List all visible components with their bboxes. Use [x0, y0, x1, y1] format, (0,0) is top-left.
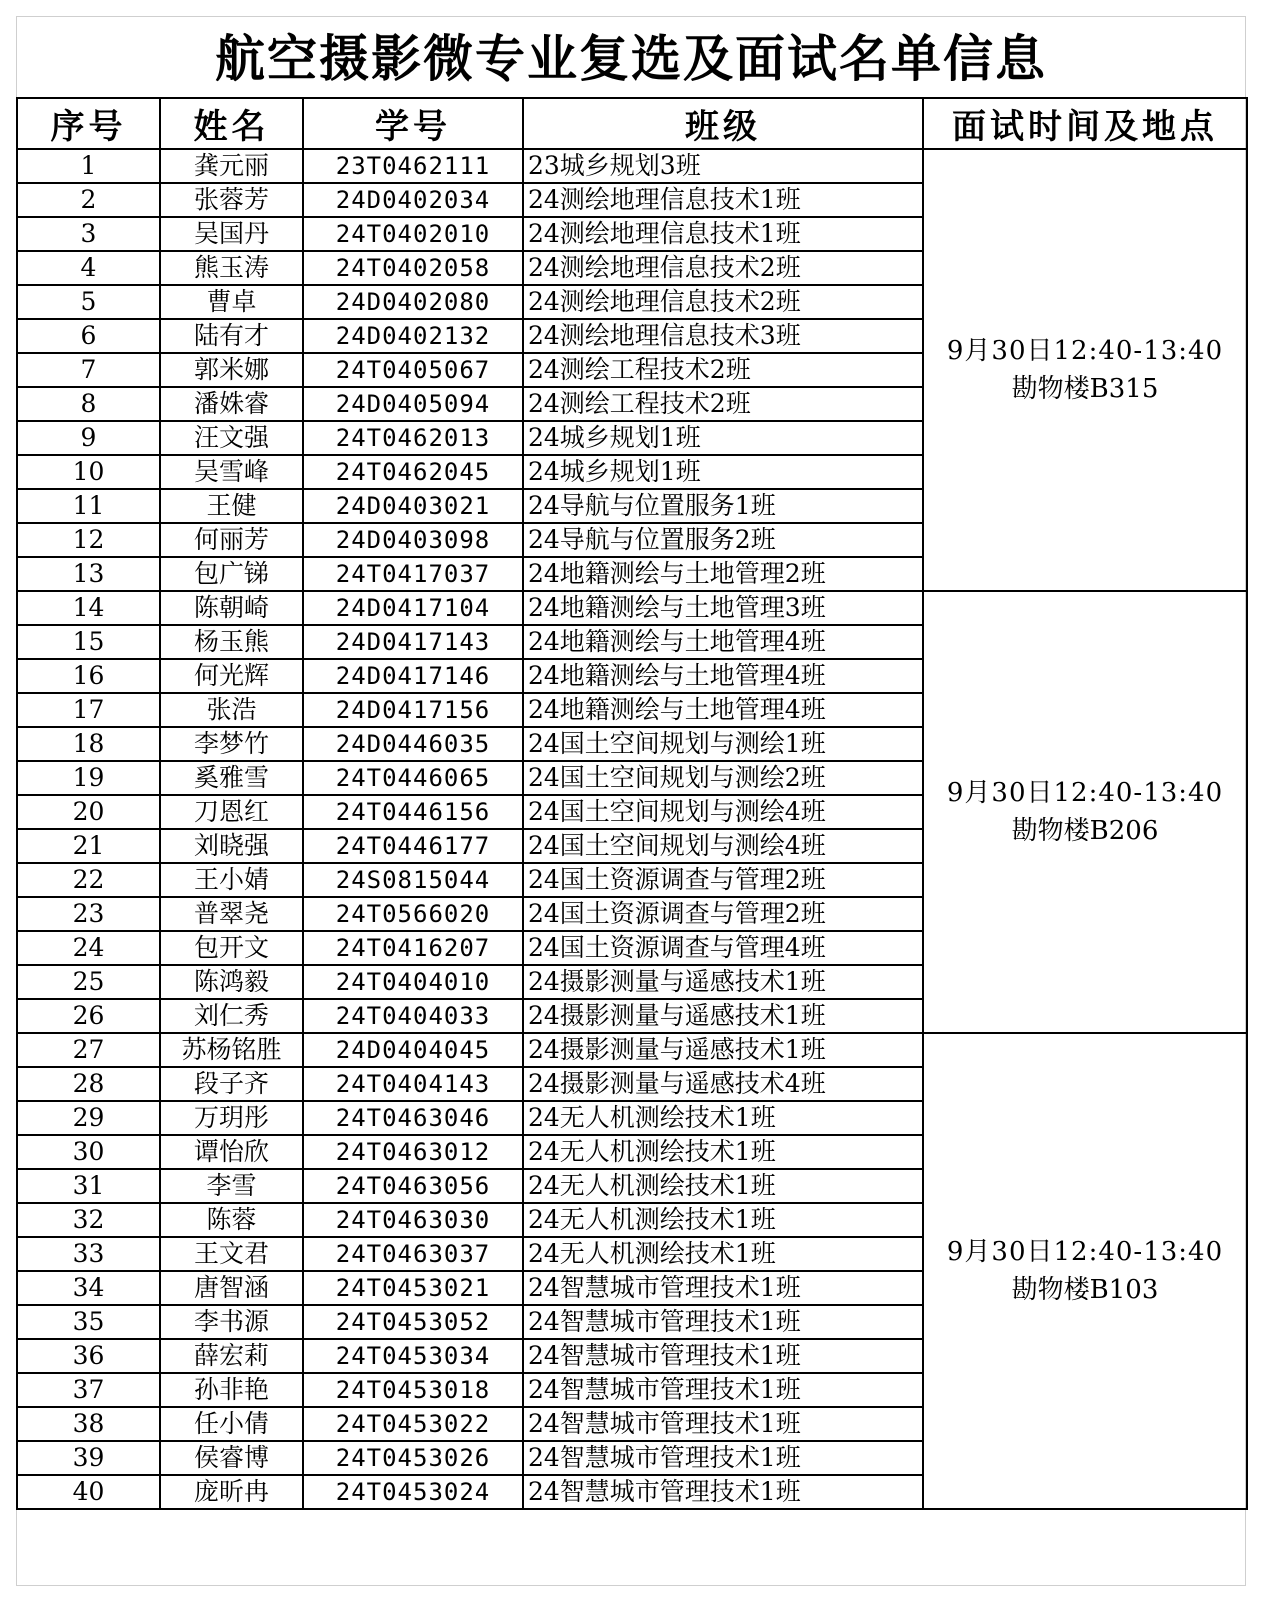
class-cell: 24摄影测量与遥感技术1班 [523, 965, 923, 999]
class-cell: 24地籍测绘与土地管理2班 [523, 557, 923, 591]
seq-cell: 7 [17, 353, 160, 387]
student-id-cell: 24T0462013 [303, 421, 523, 455]
student-id-cell: 24T0453022 [303, 1407, 523, 1441]
class-cell: 24测绘地理信息技术2班 [523, 251, 923, 285]
name-cell: 刘晓强 [160, 829, 303, 863]
class-cell: 24国土空间规划与测绘4班 [523, 795, 923, 829]
class-cell: 24国土资源调查与管理4班 [523, 931, 923, 965]
seq-cell: 8 [17, 387, 160, 421]
name-cell: 曹卓 [160, 285, 303, 319]
student-id-cell: 24T0446156 [303, 795, 523, 829]
class-cell: 24城乡规划1班 [523, 455, 923, 489]
class-cell: 24摄影测量与遥感技术4班 [523, 1067, 923, 1101]
header-name: 姓名 [160, 98, 303, 149]
seq-cell: 32 [17, 1203, 160, 1237]
name-cell: 李雪 [160, 1169, 303, 1203]
name-cell: 郭米娜 [160, 353, 303, 387]
name-cell: 吴雪峰 [160, 455, 303, 489]
class-cell: 24智慧城市管理技术1班 [523, 1441, 923, 1475]
seq-cell: 30 [17, 1135, 160, 1169]
student-id-cell: 24T0402058 [303, 251, 523, 285]
class-cell: 24测绘地理信息技术3班 [523, 319, 923, 353]
student-id-cell: 24T0453034 [303, 1339, 523, 1373]
name-cell: 张蓉芳 [160, 183, 303, 217]
class-cell: 24国土资源调查与管理2班 [523, 863, 923, 897]
student-id-cell: 24T0463037 [303, 1237, 523, 1271]
student-id-cell: 24T0453021 [303, 1271, 523, 1305]
student-id-cell: 24T0404143 [303, 1067, 523, 1101]
class-cell: 24无人机测绘技术1班 [523, 1237, 923, 1271]
class-cell: 24测绘工程技术2班 [523, 387, 923, 421]
name-cell: 苏杨铭胜 [160, 1033, 303, 1067]
class-cell: 24导航与位置服务2班 [523, 523, 923, 557]
class-cell: 24测绘地理信息技术2班 [523, 285, 923, 319]
interview-place: 勘物楼B103 [1011, 1275, 1159, 1305]
student-id-cell: 24D0403021 [303, 489, 523, 523]
interview-time-place-cell [923, 149, 1247, 591]
student-id-cell: 23T0462111 [303, 149, 523, 183]
class-cell: 24地籍测绘与土地管理3班 [523, 591, 923, 625]
name-cell: 包广锑 [160, 557, 303, 591]
student-id-cell: 24D0404045 [303, 1033, 523, 1067]
class-cell: 24城乡规划1班 [523, 421, 923, 455]
name-cell: 王文君 [160, 1237, 303, 1271]
student-id-cell: 24T0463012 [303, 1135, 523, 1169]
name-cell: 陈朝崎 [160, 591, 303, 625]
seq-cell: 25 [17, 965, 160, 999]
student-id-cell: 24T0463046 [303, 1101, 523, 1135]
student-id-cell: 24T0566020 [303, 897, 523, 931]
seq-cell: 31 [17, 1169, 160, 1203]
seq-cell: 12 [17, 523, 160, 557]
class-cell: 24国土空间规划与测绘2班 [523, 761, 923, 795]
class-cell: 24无人机测绘技术1班 [523, 1101, 923, 1135]
student-id-cell: 24T0417037 [303, 557, 523, 591]
class-cell: 24地籍测绘与土地管理4班 [523, 693, 923, 727]
name-cell: 段子齐 [160, 1067, 303, 1101]
class-cell: 24摄影测量与遥感技术1班 [523, 999, 923, 1033]
seq-cell: 14 [17, 591, 160, 625]
seq-cell: 20 [17, 795, 160, 829]
page-title: 航空摄影微专业复选及面试名单信息 [215, 30, 1047, 88]
name-cell: 奚雅雪 [160, 761, 303, 795]
interview-time-place-cell [923, 1033, 1247, 1509]
seq-cell: 34 [17, 1271, 160, 1305]
student-id-cell: 24T0453018 [303, 1373, 523, 1407]
name-cell: 陆有才 [160, 319, 303, 353]
seq-cell: 22 [17, 863, 160, 897]
class-cell: 24智慧城市管理技术1班 [523, 1305, 923, 1339]
student-id-cell: 24T0453052 [303, 1305, 523, 1339]
student-id-cell: 24T0404033 [303, 999, 523, 1033]
seq-cell: 18 [17, 727, 160, 761]
interview-time: 9月30日12:40-13:40 [946, 1237, 1224, 1267]
name-cell: 王小婧 [160, 863, 303, 897]
class-cell: 23城乡规划3班 [523, 149, 923, 183]
header-seq: 序号 [17, 98, 160, 149]
seq-cell: 23 [17, 897, 160, 931]
student-id-cell: 24T0405067 [303, 353, 523, 387]
seq-cell: 39 [17, 1441, 160, 1475]
student-id-cell: 24D0446035 [303, 727, 523, 761]
name-cell: 任小倩 [160, 1407, 303, 1441]
seq-cell: 15 [17, 625, 160, 659]
seq-cell: 26 [17, 999, 160, 1033]
name-cell: 唐智涵 [160, 1271, 303, 1305]
name-cell: 汪文强 [160, 421, 303, 455]
header-student-id: 学号 [303, 98, 523, 149]
class-cell: 24地籍测绘与土地管理4班 [523, 625, 923, 659]
interview-time: 9月30日12:40-13:40 [946, 336, 1224, 366]
seq-cell: 13 [17, 557, 160, 591]
name-cell: 陈鸿毅 [160, 965, 303, 999]
name-cell: 庞昕冉 [160, 1475, 303, 1509]
table-row [17, 591, 1247, 625]
student-id-cell: 24T0453026 [303, 1441, 523, 1475]
header-class: 班级 [523, 98, 923, 149]
class-cell: 24智慧城市管理技术1班 [523, 1339, 923, 1373]
name-cell: 张浩 [160, 693, 303, 727]
class-cell: 24导航与位置服务1班 [523, 489, 923, 523]
name-cell: 王健 [160, 489, 303, 523]
student-id-cell: 24T0463056 [303, 1169, 523, 1203]
student-id-cell: 24D0417156 [303, 693, 523, 727]
student-id-cell: 24D0405094 [303, 387, 523, 421]
student-id-cell: 24T0463030 [303, 1203, 523, 1237]
seq-cell: 19 [17, 761, 160, 795]
class-cell: 24智慧城市管理技术1班 [523, 1407, 923, 1441]
student-id-cell: 24T0402010 [303, 217, 523, 251]
student-id-cell: 24T0462045 [303, 455, 523, 489]
interview-place: 勘物楼B315 [1011, 374, 1159, 404]
student-id-cell: 24D0402080 [303, 285, 523, 319]
name-cell: 何光辉 [160, 659, 303, 693]
student-id-cell: 24T0416207 [303, 931, 523, 965]
class-cell: 24测绘地理信息技术1班 [523, 183, 923, 217]
name-cell: 侯睿博 [160, 1441, 303, 1475]
student-id-cell: 24D0417104 [303, 591, 523, 625]
seq-cell: 27 [17, 1033, 160, 1067]
name-cell: 孙非艳 [160, 1373, 303, 1407]
seq-cell: 3 [17, 217, 160, 251]
name-cell: 李梦竹 [160, 727, 303, 761]
name-cell: 万玥彤 [160, 1101, 303, 1135]
student-id-cell: 24T0446177 [303, 829, 523, 863]
class-cell: 24测绘工程技术2班 [523, 353, 923, 387]
name-cell: 刘仁秀 [160, 999, 303, 1033]
student-id-cell: 24D0417146 [303, 659, 523, 693]
name-cell: 熊玉涛 [160, 251, 303, 285]
seq-cell: 21 [17, 829, 160, 863]
interview-place: 勘物楼B206 [1011, 816, 1159, 846]
student-id-cell: 24D0403098 [303, 523, 523, 557]
student-id-cell: 24T0453024 [303, 1475, 523, 1509]
seq-cell: 29 [17, 1101, 160, 1135]
class-cell: 24国土空间规划与测绘1班 [523, 727, 923, 761]
seq-cell: 38 [17, 1407, 160, 1441]
seq-cell: 33 [17, 1237, 160, 1271]
seq-cell: 6 [17, 319, 160, 353]
seq-cell: 40 [17, 1475, 160, 1509]
seq-cell: 2 [17, 183, 160, 217]
table-body [17, 149, 1247, 1509]
seq-cell: 37 [17, 1373, 160, 1407]
name-cell: 吴国丹 [160, 217, 303, 251]
name-cell: 薛宏莉 [160, 1339, 303, 1373]
student-id-cell: 24D0417143 [303, 625, 523, 659]
seq-cell: 4 [17, 251, 160, 285]
student-id-cell: 24S0815044 [303, 863, 523, 897]
seq-cell: 11 [17, 489, 160, 523]
class-cell: 24国土空间规划与测绘4班 [523, 829, 923, 863]
interview-time-place-cell [923, 591, 1247, 1033]
name-cell: 陈蓉 [160, 1203, 303, 1237]
seq-cell: 36 [17, 1339, 160, 1373]
name-cell: 包开文 [160, 931, 303, 965]
class-cell: 24智慧城市管理技术1班 [523, 1373, 923, 1407]
seq-cell: 1 [17, 149, 160, 183]
name-cell: 普翠尧 [160, 897, 303, 931]
table-row [17, 1033, 1247, 1067]
seq-cell: 17 [17, 693, 160, 727]
class-cell: 24智慧城市管理技术1班 [523, 1475, 923, 1509]
seq-cell: 35 [17, 1305, 160, 1339]
name-cell: 潘姝睿 [160, 387, 303, 421]
seq-cell: 5 [17, 285, 160, 319]
class-cell: 24无人机测绘技术1班 [523, 1169, 923, 1203]
name-cell: 杨玉熊 [160, 625, 303, 659]
class-cell: 24无人机测绘技术1班 [523, 1135, 923, 1169]
student-id-cell: 24D0402034 [303, 183, 523, 217]
class-cell: 24摄影测量与遥感技术1班 [523, 1033, 923, 1067]
student-id-cell: 24D0402132 [303, 319, 523, 353]
table-row [17, 149, 1247, 183]
name-cell: 谭怡欣 [160, 1135, 303, 1169]
student-id-cell: 24T0446065 [303, 761, 523, 795]
name-cell: 何丽芳 [160, 523, 303, 557]
class-cell: 24测绘地理信息技术1班 [523, 217, 923, 251]
student-id-cell: 24T0404010 [303, 965, 523, 999]
interview-time: 9月30日12:40-13:40 [946, 778, 1224, 808]
interview-list-table [16, 97, 1248, 1510]
class-cell: 24无人机测绘技术1班 [523, 1203, 923, 1237]
name-cell: 李书源 [160, 1305, 303, 1339]
seq-cell: 9 [17, 421, 160, 455]
name-cell: 刀恩红 [160, 795, 303, 829]
header-interview: 面试时间及地点 [923, 98, 1247, 149]
table-header-row [17, 98, 1247, 149]
name-cell: 龚元丽 [160, 149, 303, 183]
class-cell: 24国土资源调查与管理2班 [523, 897, 923, 931]
seq-cell: 16 [17, 659, 160, 693]
class-cell: 24地籍测绘与土地管理4班 [523, 659, 923, 693]
class-cell: 24智慧城市管理技术1班 [523, 1271, 923, 1305]
seq-cell: 24 [17, 931, 160, 965]
seq-cell: 10 [17, 455, 160, 489]
seq-cell: 28 [17, 1067, 160, 1101]
